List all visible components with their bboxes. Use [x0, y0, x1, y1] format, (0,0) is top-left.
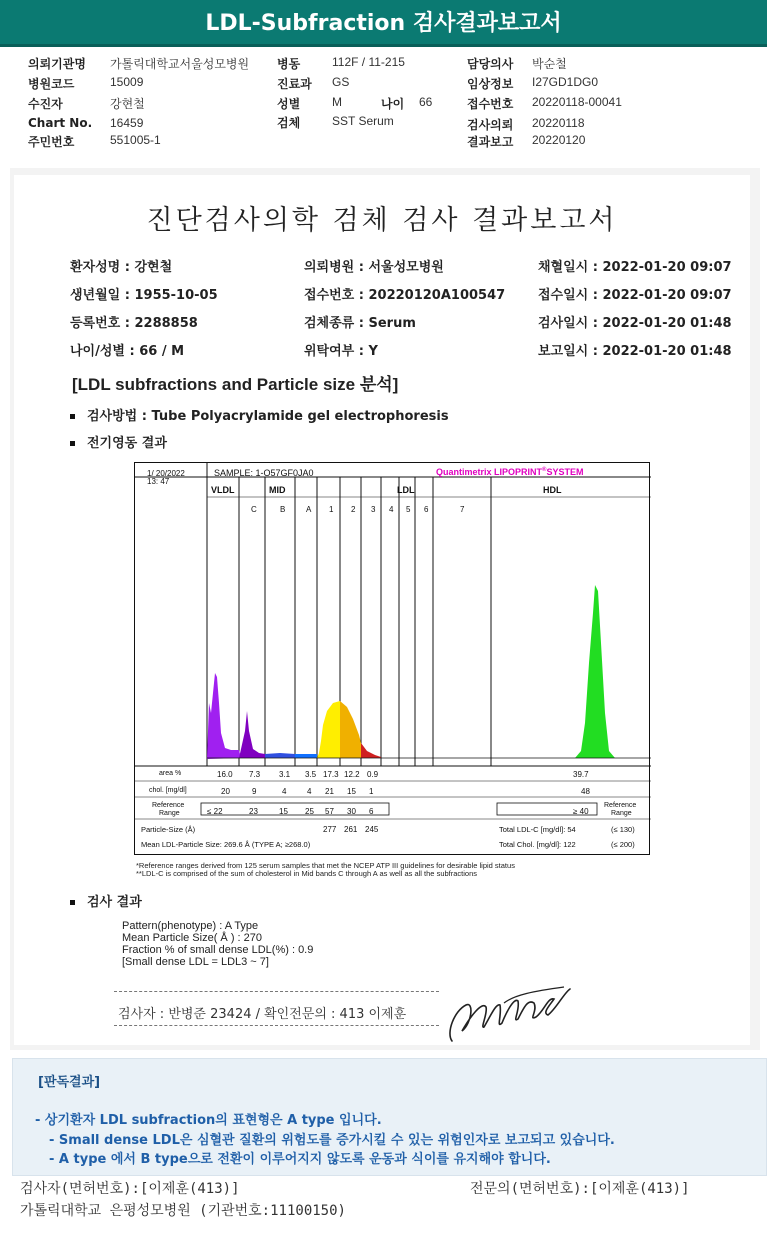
band-7: 7 [460, 505, 465, 514]
birth-date: 생년월일 : 1955-10-05 [70, 288, 218, 303]
ref-value: 57 [325, 807, 334, 816]
receipt-time: 접수일시 : 2022-01-20 09:07 [538, 288, 732, 303]
footnote-reference: *Reference ranges derived from 125 serum samples that met the NCEP ATP III guidelines for desirable lipid status [136, 861, 515, 870]
chol-value: 15 [347, 787, 356, 796]
ref-range-box [201, 803, 389, 815]
report-date-label: 결과보고 [467, 135, 514, 149]
ref-value: 23 [249, 807, 258, 816]
band-1: 1 [329, 505, 334, 514]
age-value: 66 [419, 95, 433, 109]
chol-value: 4 [282, 787, 287, 796]
specialist-license: 전문의(면허번호):[이제훈(413)] [470, 1181, 690, 1197]
band-5: 5 [406, 505, 411, 514]
age-label: 나이 [381, 97, 405, 111]
brand-name: Quantimetrix LIPOPRINT [436, 467, 543, 477]
range-label: Range [159, 810, 180, 817]
bullet-icon [70, 414, 75, 419]
total-chol: Total Chol. [mg/dl]: 122 [499, 840, 576, 849]
area-value: 0.9 [367, 770, 379, 779]
ref-value: 15 [279, 807, 288, 816]
patient-name: 환자성명 : 강현철 [70, 260, 173, 275]
specimen-value: SST Serum [332, 114, 394, 128]
footnote-ldl: **LDL-C is comprised of the sum of cholesterol in Mid bands C through A as well as all the subfractions [136, 869, 478, 878]
brand-suffix: SYSTEM [546, 467, 584, 477]
chol-row-label: chol. [mg/dl] [149, 787, 187, 794]
band-2: 2 [351, 505, 356, 514]
chart-date: 1/ 20/2022 [147, 469, 185, 478]
lab-report-page [14, 175, 750, 1045]
interpretation-line: - A type 에서 B type으로 전환이 이루어지지 않도록 운동과 식이를 유지해야 합니다. [49, 1152, 551, 1167]
collection-time: 채혈일시 : 2022-01-20 09:07 [538, 260, 732, 275]
registered-mark-icon: ® [542, 467, 547, 473]
area-value: 3.1 [279, 770, 291, 779]
bullet-icon [70, 900, 75, 905]
chart-value: 16459 [110, 116, 144, 130]
interpretation-line: - Small dense LDL은 심혈관 질환의 위험도를 증가시킬 수 있는 위험인자로 보고되고 있습니다. [49, 1133, 615, 1148]
request-label: 검사의뢰 [467, 118, 514, 132]
mean-ldl-size: Mean LDL-Particle Size: 269.6 Å (TYPE A; ≥268.0) [141, 840, 311, 849]
code-value: 15009 [110, 75, 144, 89]
result-mean-size: Mean Particle Size( Å ) : 270 [122, 932, 263, 944]
electrophoresis-item [70, 432, 167, 451]
band-a: A [306, 505, 312, 514]
doctor-label: 담당의사 [467, 57, 514, 71]
band-3: 3 [371, 505, 376, 514]
request-value: 20220118 [532, 116, 585, 130]
ward-value: 112F / 11-215 [332, 55, 405, 69]
chart-brand [436, 467, 583, 477]
chol-value: 20 [221, 787, 230, 796]
patient-label: 수진자 [28, 97, 63, 111]
band-b: B [280, 505, 286, 514]
signature-text: 검사자 : 반병준 23424 / 확인전문의 : 413 이제훈 [118, 1007, 407, 1022]
dept-value: GS [332, 75, 350, 89]
divider [114, 1025, 439, 1026]
ref-value: ≥ 40 [573, 807, 589, 816]
result-definition: [Small dense LDL = LDL3 ~ 7] [122, 956, 269, 968]
method-text: 검사방법 : Tube Polyacrylamide gel electrophoresis [87, 409, 449, 424]
ldl3-peak [361, 743, 381, 758]
chol-value: 9 [252, 787, 257, 796]
particle-size-value: 261 [344, 825, 358, 834]
chol-value: 48 [581, 787, 590, 796]
doctor-value: 박순철 [532, 57, 567, 71]
method-item [70, 405, 449, 424]
area-value: 39.7 [573, 770, 589, 779]
report-time: 보고일시 : 2022-01-20 01:48 [538, 344, 732, 359]
specimen-type: 검체종류 : Serum [304, 316, 416, 331]
hospital-label: 의뢰기관명 [28, 57, 86, 71]
lipoprint-chart [134, 462, 650, 855]
bullet-icon [70, 441, 75, 446]
referring-hospital: 의뢰병원 : 서울성모병원 [304, 260, 444, 275]
reference-label-right: Reference [604, 802, 637, 809]
dept-label: 진료과 [277, 77, 312, 91]
chart-sample: SAMPLE: 1-O57GF0JA0 [214, 468, 314, 478]
ref-value: 30 [347, 807, 356, 816]
area-value: 3.5 [305, 770, 317, 779]
region-ldl: LDL [397, 485, 415, 495]
receipt-value: 20220118-00041 [532, 95, 622, 109]
vldl-peak [207, 673, 241, 759]
section-heading: [LDL subfractions and Particle size 분석] [72, 375, 399, 394]
examiner-license: 검사자(면허번호):[이제훈(413)] [20, 1181, 240, 1197]
area-value: 17.3 [323, 770, 339, 779]
clinical-label: 임상정보 [467, 77, 514, 91]
total-ldl-ref: (≤ 130) [611, 825, 635, 834]
chol-value: 21 [325, 787, 334, 796]
region-hdl: HDL [543, 485, 562, 495]
total-ldl: Total LDL-C [mg/dl]: 54 [499, 825, 576, 834]
region-mid: MID [269, 485, 286, 495]
handwritten-signature [444, 983, 574, 1045]
id-label: 주민번호 [28, 135, 75, 149]
ldl2-peak [340, 701, 361, 758]
result-item [70, 891, 142, 910]
electrophoresis-text: 전기영동 결과 [87, 436, 167, 451]
lab-report-title: 진단검사의학 검체 검사 결과보고서 [146, 205, 618, 236]
electrophoresis-plot [135, 463, 651, 856]
age-sex: 나이/성별 : 66 / M [70, 344, 185, 359]
id-value: 551005-1 [110, 133, 161, 147]
interpretation-title: [판독결과] [38, 1075, 101, 1090]
patient-value: 강현철 [110, 97, 145, 111]
code-label: 병원코드 [28, 77, 75, 91]
total-chol-ref: (≤ 200) [611, 840, 635, 849]
reference-label: Reference [152, 802, 185, 809]
institution: 가톨릭대학교 은평성모병원 (기관번호:11100150) [20, 1203, 346, 1219]
accession-number: 접수번호 : 20220120A100547 [304, 288, 506, 303]
area-value: 16.0 [217, 770, 233, 779]
particle-size-label: Particle-Size (Å) [141, 825, 196, 834]
interpretation-line: - 상기환자 LDL subfraction의 표현형은 A type 입니다. [35, 1113, 382, 1128]
c-peak [265, 753, 295, 758]
divider [114, 991, 439, 992]
clinical-value: I27GD1DG0 [532, 75, 599, 89]
result-block [122, 920, 313, 968]
chol-value: 1 [369, 787, 374, 796]
chart-time: 13: 47 [147, 477, 170, 486]
result-pattern: Pattern(phenotype) : A Type [122, 920, 259, 932]
chart-label: Chart No. [28, 116, 93, 130]
particle-size-value: 245 [365, 825, 379, 834]
registration-number: 등록번호 : 2288858 [70, 316, 198, 331]
ldl1-peak [317, 701, 340, 758]
particle-size-value: 277 [323, 825, 337, 834]
sex-label: 성별 [277, 97, 301, 111]
report-date-value: 20220120 [532, 133, 586, 147]
range-label-right: Range [611, 810, 632, 817]
interpretation-box [12, 1058, 767, 1176]
band-c: C [251, 505, 257, 514]
result-heading: 검사 결과 [87, 895, 142, 910]
chol-value: 4 [307, 787, 312, 796]
area-value: 7.3 [249, 770, 261, 779]
ref-value: 6 [369, 807, 374, 816]
b-peak [295, 754, 317, 758]
sex-value: M [332, 95, 342, 109]
ref-value: 25 [305, 807, 314, 816]
hdl-peak [575, 585, 615, 758]
band-4: 4 [389, 505, 394, 514]
consignment: 위탁여부 : Y [304, 344, 378, 359]
area-value: 12.2 [344, 770, 360, 779]
area-row-label: area % [159, 770, 182, 777]
band-6: 6 [424, 505, 429, 514]
ward-label: 병동 [277, 57, 301, 71]
receipt-label: 접수번호 [467, 97, 514, 111]
region-vldl: VLDL [211, 485, 235, 495]
result-fraction: Fraction % of small dense LDL(%) : 0.9 [122, 944, 314, 956]
mid-peak [239, 711, 265, 758]
hospital-value: 가톨릭대학교서울성모병원 [110, 57, 250, 71]
specimen-label: 검체 [277, 116, 301, 130]
ref-value: ≤ 22 [207, 807, 223, 816]
report-title-bar: LDL-Subfraction 검사결과보고서 [0, 0, 767, 47]
test-time: 검사일시 : 2022-01-20 01:48 [538, 316, 732, 331]
